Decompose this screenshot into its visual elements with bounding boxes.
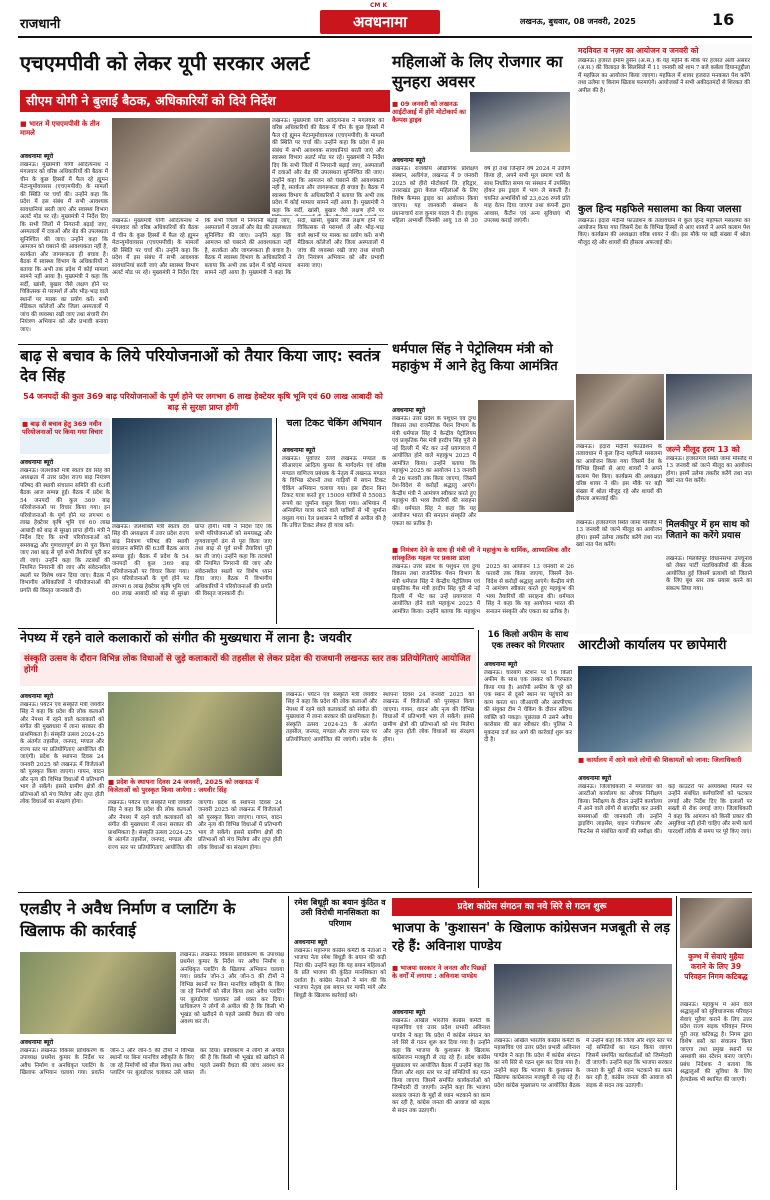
newspaper-logo bbox=[320, 10, 440, 34]
story1-body bbox=[20, 152, 108, 340]
story3-byline: अवधनामा ब्यूरो bbox=[20, 459, 54, 466]
right4-body-left: लखनऊ। हजरतगंज स्थित जामा मस्जिद में 13 जनवरी को जल्ने मीलूद का आयोजन होगा। इसमें उलेमा तकरीर करेंगे तथा नात ख्वां नात पेश करेंगे। bbox=[576, 520, 662, 549]
divider-story7 bbox=[478, 630, 479, 888]
story11-body bbox=[392, 1008, 490, 1190]
story3-body bbox=[20, 458, 110, 624]
story6-byline: अवधनामा ब्यूरो bbox=[20, 693, 54, 700]
story5-body-cols: लखनऊ। उत्तर प्रदेश के पशुधन एवं दुग्ध विकास तथा राजनैतिक पेंशन विभाग के मंत्री धर्मपाल सिंह ने केन्द्रीय पेट्रोलियम एवं प्राकृतिक गैस मंत्री हरदीप सिंह पुरी से नई दिल्ली में भेंट कर उन्हें प्रयागराज में आयोजित होने वाले महाकुंभ 2025 में आमंत्रित किया। उन्होंने बताया कि महाकुंभ 2025 का आयोजन 13 जनवरी से 26 फरवरी तक किया जाएगा, जिसमें देश-विदेश से करोड़ों श्रद्धालु आएंगे। केन्द्रीय मंत्री ने आमंत्रण स्वीकार करते हुए महाकुंभ की भव्य तैयारियों की सराहना की। धर्मपाल सिंह ने कहा कि यह आयोजन भारत की सनातन संस्कृति और एकता का प्रतीक है। bbox=[392, 564, 574, 615]
masthead-rule bbox=[18, 36, 752, 38]
story9-byline: अवधनामा ब्यूरो bbox=[20, 1039, 54, 1046]
section-name: राजधानी bbox=[20, 17, 61, 32]
story2-body bbox=[392, 156, 570, 336]
story1-headline: एचएमपीवी को लेकर यूपी सरकार अलर्ट bbox=[20, 51, 310, 75]
kumbh-photo bbox=[680, 898, 752, 948]
right2-body: लखनऊ। इदारा मदीनी फाउंडेशन के तत्वावधान में कुल हिन्द महफिले मसालमा का आयोजन किया गया जिसमें देश के विभिन्न हिस्सों से आए शायरों ने अपने कलाम पेश किए। कार्यक्रम की अध्यक्षता वरिष्ठ शायर ने की। इस मौके पर बड़ी संख्या में श्रोता मौजूद रहे और शायरों की हौसला अफजाई की। bbox=[578, 217, 750, 246]
story9-body-side: लखनऊ। लखनऊ विकास प्राधिकरण के उपाध्यक्ष प्रथमेश कुमार के निर्देश पर अवैध निर्माण व अनधिकृत प्लाटिंग के खिलाफ अभियान चलाया गया। प्रवर्तन जोन-3 और जोन-5 की टीमों ने विभिन्न स्थानों पर बिना मानचित्र स्वीकृति के किए जा रहे निर्माणों को सील किया तथा अवैध प्लाटिंग पर बुलडोजर चलाकर उसे ध्वस्त कर दिया। प्राधिकरण ने लोगों से अपील की है कि किसी भी भूखंड को खरीदने से पहले उसकी वैधता की जांच अवश्य कर लें। bbox=[180, 952, 284, 1026]
divider-1 bbox=[18, 344, 388, 345]
story6-body bbox=[20, 692, 104, 890]
story6-photo-caption: ■ प्रदेश के स्थापना दिवस 24 जनवरी, 2025 को लखनऊ में विजेताओं को पुरस्कृत किया जायेगा : जयवीर सिंह bbox=[108, 778, 282, 794]
divider-story10 bbox=[288, 896, 289, 1190]
page-number: 16 bbox=[712, 10, 735, 29]
lda-bulldozer-photo bbox=[20, 952, 176, 1034]
right5-headline: कुम्भ में सेवाएं मुहैया कराने के लिए 39 परिवहन निगम कटिबद्ध bbox=[684, 952, 748, 981]
story10-byline: अवधनामा ब्यूरो bbox=[294, 939, 328, 946]
right3-body-left: लखनऊ। इदारा मदीनी फाउंडेशन के तत्वावधान में कुल हिन्द महफिले मसालमा का आयोजन किया गया जिसमें देश के विभिन्न हिस्सों से आए शायरों ने अपने कलाम पेश किए। कार्यक्रम की अध्यक्षता वरिष्ठ शायर ने की। इस मौके पर बड़ी संख्या में श्रोता मौजूद रहे और शायरों की हौसला अफजाई की। bbox=[576, 444, 662, 503]
cmyk-mark: CM K bbox=[370, 2, 388, 9]
right5-body: लखनऊ। महाकुंभ में आने वाले श्रद्धालुओं को सुविधाजनक परिवहन सेवाएं मुहैया कराने के लिए उत्तर प्रदेश राज्य सड़क परिवहन निगम पूरी तरह कटिबद्ध है। निगम द्वारा विशेष बसों का संचालन किया जाएगा तथा प्रमुख स्थानों पर अस्थायी बस स्टेशन बनाए जाएंगे। प्रबंध निदेशक ने बताया कि श्रद्धालुओं की सुविधा के लिए हेल्पडेस्क भी स्थापित की जाएगी। bbox=[680, 1002, 752, 1083]
story1-body-col1: लखनऊ। मुख्यमंत्री योगी आदित्यनाथ ने मंगलवार को वरिष्ठ अधिकारियों की बैठक में चीन के कुछ हिस्सों में फैल रहे ह्यूमन मेटान्यूमोवायरस (एचएमपीवी) के मामलों की स्थिति पर चर्चा की। उन्होंने कहा कि प्रदेश में इस संबंध में सभी आवश्यक सावधानियां बरती जाएं और स्वास्थ्य विभाग अलर्ट मोड पर रहे। मुख्यमंत्री ने निर्देश दिए कि सभी जिलों में निगरानी बढ़ाई जाए, अस्पतालों में दवाओं और बेड की उपलब्धता सुनिश्चित की जाए। उन्होंने कहा कि आमजन को घबराने की आवश्यकता नहीं है, सतर्कता और जागरूकता ही बचाव है। बैठक में स्वास्थ्य विभाग के अधिकारियों ने बताया कि अभी तक प्रदेश में कोई मामला सामने नहीं आया है। मुख्यमंत्री ने कहा कि सर्दी, खांसी, बुखार जैसे लक्षण होने पर चिकित्सक से परामर्श लें और भीड़-भाड़ वाले स्थानों पर मास्क का प्रयोग करें। सभी मेडिकल कॉलेजों और जिला अस्पतालों में जांच की व्यवस्था रखी जाए तथा संचारी रोग नियंत्रण अभियान को और प्रभावी बनाया जाए। bbox=[20, 162, 108, 333]
story4-body bbox=[282, 446, 386, 624]
dharmpal-puri-photo bbox=[478, 400, 574, 512]
story1-subhead: सीएम योगी ने बुलाई बैठक, अधिकारियों को दिये निर्देश bbox=[20, 90, 390, 112]
story8-byline: अवधनामा ब्यूरो bbox=[578, 775, 612, 782]
story1-byline: अवधनामा ब्यूरो bbox=[20, 153, 54, 160]
story6-banner bbox=[20, 652, 476, 686]
right-photo-mosque bbox=[576, 374, 664, 440]
story11-banner: प्रदेश कांग्रेस संगठन का नये सिरे से गठन शुरू bbox=[392, 898, 672, 916]
flood-meeting-photo bbox=[112, 418, 272, 522]
story1-sidebar-caption: ■ भारत में एचएमपीवी के तीन मामले bbox=[20, 120, 110, 138]
story7-headline: 16 किलो अफीम के साथ एक तस्कर को गिरफ्तार bbox=[487, 630, 569, 652]
right4-headline: मिलकीपुर में हम साथ को जिताने का करेंगे प्रयास bbox=[666, 520, 750, 541]
story6-body-cols: लखनऊ। पर्यटन एवं संस्कृति मंत्री जयवीर सिंह ने कहा कि प्रदेश की लोक कलाओं और नेपथ्य में रहने वाले कलाकारों को संगीत की मुख्यधारा में लाना सरकार की प्राथमिकता है। संस्कृति उत्सव 2024-25 के अंतर्गत तहसील, जनपद, मण्डल और राज्य स्तर पर प्रतियोगिताएं आयोजित की जाएंगी। प्रदेश के स्थापना दिवस 24 जनवरी 2025 को लखनऊ में विजेताओं को पुरस्कृत किया जाएगा। गायन, वादन और नृत्य की विभिन्न विधाओं में प्रतिभागी भाग ले सकेंगे। इससे ग्रामीण क्षेत्रों की प्रतिभाओं को मंच मिलेगा और लुप्त होती लोक विधाओं का संरक्षण होगा। bbox=[108, 800, 282, 851]
story5-body bbox=[392, 406, 476, 544]
story1-body-cols: लखनऊ। मुख्यमंत्री योगी आदित्यनाथ ने मंगलवार को वरिष्ठ अधिकारियों की बैठक में चीन के कुछ हिस्सों में फैल रहे ह्यूमन मेटान्यूमोवायरस (एचएमपीवी) के मामलों की स्थिति पर चर्चा की। उन्होंने कहा कि प्रदेश में इस संबंध में सभी आवश्यक सावधानियां बरती जाएं और स्वास्थ्य विभाग अलर्ट मोड पर रहे। मुख्यमंत्री ने निर्देश दिए कि सभी जिलों में निगरानी बढ़ाई जाए, अस्पतालों में दवाओं और बेड की उपलब्धता सुनिश्चित की जाए। उन्होंने कहा कि आमजन को घबराने की आवश्यकता नहीं है, सतर्कता और जागरूकता ही बचाव है। बैठक में स्वास्थ्य विभाग के अधिकारियों ने बताया कि अभी तक प्रदेश में कोई मामला सामने नहीं आया है। मुख्यमंत्री ने कहा कि सर्दी, खांसी, बुखार जैसे लक्षण होने पर चिकित्सक से परामर्श लें और भीड़-भाड़ वाले स्थानों पर मास्क का प्रयोग करें। सभी मेडिकल कॉलेजों और जिला अस्पतालों में जांच की व्यवस्था रखी जाए तथा संचारी रोग नियंत्रण अभियान को और प्रभावी बनाया जाए। bbox=[112, 218, 384, 277]
story2-body-text: लखनऊ। राजकीय औद्योगिक प्रशिक्षण संस्थान, अलीगंज, लखनऊ में 9 जनवरी 2025 को हीरो मोटोकार्प लि. हरिद्वार, उत्तराखंड द्वारा केवल महिलाओं के लिए विशेष कैम्पस ड्राइव का आयोजन किया जाएगा। यह जानकारी संस्थान के प्रधानाचार्य राज कुमार यादव ने दी। इच्छुक महिला अभ्यर्थी जिनकी आयु 18 से 30 वर्ष हो तथा जिन्होंने वर्ष 2024 में उत्तीर्ण किया हो, अपने सभी मूल प्रमाण पत्रों के साथ निर्धारित समय पर संस्थान में उपस्थित होकर इस ड्राइव में भाग ले सकती हैं। चयनित अभ्यर्थियों को 23,626 रुपये प्रति माह वेतन दिया जाएगा तथा कंपनी द्वारा आवास, कैंटीन एवं अन्य सुविधाएं भी उपलब्ध कराई जाएंगी। bbox=[392, 166, 570, 225]
story4-byline: अवधनामा ब्यूरो bbox=[282, 447, 316, 454]
story3-body-cols: लखनऊ। जलशक्ति मंत्री स्वतंत्र देव सिंह की अध्यक्षता में उत्तर प्रदेश राज्य बाढ़ नियंत्रण परिषद की स्थायी संचालन समिति की 63वीं बैठक आज सम्पन्न हुई। बैठक में प्रदेश के 54 जनपदों की कुल 369 बाढ़ परियोजनाओं पर विचार किया गया। इन परियोजनाओं के पूर्ण होने पर लगभग 6 लाख हेक्टेयर कृषि भूमि एवं 60 लाख आबादी को बाढ़ से सुरक्षा प्राप्त होगी। मंत्री ने निर्देश दिए कि सभी परियोजनाओं को समयबद्ध और गुणवत्तापूर्ण ढंग से पूरा किया जाए तथा बाढ़ से पूर्व सभी तैयारियां पूरी कर ली जाएं। उन्होंने कहा कि तटबंधों की नियमित निगरानी की जाए और संवेदनशील स्थलों पर विशेष ध्यान दिया जाए। बैठक में विभागीय अधिकारियों ने परियोजनाओं की प्रगति की विस्तृत जानकारी दी। bbox=[112, 524, 272, 598]
right3-body: लखनऊ। हजरतगंज स्थित जामा मस्जिद में 13 जनवरी को जल्ने मीलूद का आयोजन होगा। इसमें उलेमा तकरीर करेंगे तथा नात ख्वां नात पेश करेंगे। bbox=[666, 456, 752, 485]
story10-headline: रमेश बिधूड़ी का बयान कुंठित व उसी विरोधी मानसिकता का परिणाम bbox=[294, 898, 386, 928]
story9-body-text: लखनऊ। लखनऊ विकास प्राधिकरण के उपाध्यक्ष प्रथमेश कुमार के निर्देश पर अवैध निर्माण व अनधिकृत प्लाटिंग के खिलाफ अभियान चलाया गया। प्रवर्तन जोन-3 और जोन-5 की टीमों ने विभिन्न स्थानों पर बिना मानचित्र स्वीकृति के किए जा रहे निर्माणों को सील किया तथा अवैध प्लाटिंग पर बुलडोजर चलाकर उसे ध्वस्त कर दिया। प्राधिकरण ने लोगों से अपील की है कि किसी भी भूखंड को खरीदने से पहले उसकी वैधता की जांच अवश्य कर लें। bbox=[20, 1048, 284, 1077]
yogi-meeting-photo bbox=[112, 118, 270, 214]
story5-headline: धर्मपाल सिंह ने पेट्रोलियम मंत्री को महाकुंभ में आने हेतु किया आमंत्रित bbox=[392, 342, 558, 374]
story3-body-col1: लखनऊ। जलशक्ति मंत्री स्वतंत्र देव सिंह की अध्यक्षता में उत्तर प्रदेश राज्य बाढ़ नियंत्रण परिषद की स्थायी संचालन समिति की 63वीं बैठक आज सम्पन्न हुई। बैठक में प्रदेश के 54 जनपदों की कुल 369 बाढ़ परियोजनाओं पर विचार किया गया। इन परियोजनाओं के पूर्ण होने पर लगभग 6 लाख हेक्टेयर कृषि भूमि एवं 60 लाख आबादी को बाढ़ से सुरक्षा प्राप्त होगी। मंत्री ने निर्देश दिए कि सभी परियोजनाओं को समयबद्ध और गुणवत्तापूर्ण ढंग से पूरा किया जाए तथा बाढ़ से पूर्व सभी तैयारियां पूरी कर ली जाएं। उन्होंने कहा कि तटबंधों की नियमित निगरानी की जाए और संवेदनशील स्थलों पर विशेष ध्यान दिया जाए। बैठक में विभागीय अधिकारियों ने परियोजनाओं की प्रगति की विस्तृत जानकारी दी। bbox=[20, 468, 110, 594]
story8-body-text: लखनऊ। जिलाधिकारी ने मंगलवार को आरटीओ कार्यालय का औचक निरीक्षण किया। निरीक्षण के दौरान उन्होंने कार्यालय में आने वाले लोगों से बातचीत कर उनकी समस्याओं की जानकारी ली। उन्होंने ड्राइविंग लाइसेंस, वाहन पंजीकरण और फिटनेस से संबंधित कार्यों की समीक्षा की। कई काउंटरों पर अव्यवस्था मिलने पर उन्होंने संबंधित कर्मचारियों को फटकार लगाई और निर्देश दिए कि दलालों पर सख्ती से रोक लगाई जाए। जिलाधिकारी ने कहा कि आमजन को किसी प्रकार की असुविधा नहीं होनी चाहिए और सभी कार्य पारदर्शी तरीके से समय पर पूरे किए जाएं। bbox=[578, 784, 752, 835]
story11-headline: भाजपा के 'कुशासन' के खिलाफ कांग्रेसजन मजबूती से लड़ रहे हैं: अविनाश पाण्डेय bbox=[392, 921, 670, 954]
story3-sidebar-caption: ■ बाढ़ से बचाव हेतु 369 नवीन परियोजनाओं पर किया गया विचार bbox=[20, 418, 110, 438]
story11-sidebar-box bbox=[392, 964, 490, 1004]
story5-photo-caption: ■ निमंत्रण देने के साथ ही मंत्री जी ने महाकुंभ के धार्मिक, आध्यात्मिक और सांस्कृतिक महत्व पर प्रकाश डाला bbox=[392, 546, 574, 562]
story3-deck: 54 जनपदों की कुल 369 बाढ़ परियोजनाओं के पूर्ण होने पर लगभग 6 लाख हेक्टेयर कृषि भूमि एवं 60 लाख आबादी को बाढ़ से सुरक्षा प्राप्त होगी bbox=[23, 392, 383, 412]
right4-body: लखनऊ। मिलकीपुर विधानसभा उपचुनाव को लेकर पार्टी पदाधिकारियों की बैठक आयोजित हुई जिसमें प्रत्याशी को जिताने के लिए बूथ स्तर तक प्रयास करने का संकल्प लिया गया। bbox=[666, 556, 752, 592]
story3-sidebar-box bbox=[20, 418, 110, 454]
story6-banner-text: संस्कृति उत्सव के दौरान विभिन्न लोक विधाओं से जुड़े कलाकारों की तहसील से लेकर प्रदेश की राजधानी लखनऊ स्तर तक प्रतियोगिताएं आयोजित होगी bbox=[24, 654, 471, 676]
story7-byline: अवधनामा ब्यूरो bbox=[484, 661, 518, 668]
story8-sidebar-caption: ■ कार्यालय में आने वाले लोगों की शिकायतों को जाना: जिलाधिकारी bbox=[578, 756, 752, 764]
story8-headline: आरटीओ कार्यालय पर छापेमारी bbox=[578, 638, 727, 653]
divider-2 bbox=[18, 628, 474, 629]
story3-headline: बाढ़ से बचाव के लिये परियोजनाओं को तैयार किया जाए: स्वतंत्र देव सिंह bbox=[20, 347, 381, 386]
story11-body-cols: लखनऊ। अखिल भारतीय कांग्रेस कमेटी के महासचिव एवं उत्तर प्रदेश प्रभारी अविनाश पाण्डेय ने कहा कि प्रदेश में कांग्रेस संगठन का नये सिरे से गठन शुरू कर दिया गया है। उन्होंने कहा कि भाजपा के कुशासन के खिलाफ कांग्रेसजन मजबूती से लड़ रहे हैं। प्रदेश कांग्रेस मुख्यालय पर आयोजित बैठक में उन्होंने कहा कि जिला और शहर स्तर पर नई समितियों का गठन किया जाएगा जिसमें समर्पित कार्यकर्ताओं को जिम्मेदारी दी जाएगी। उन्होंने कहा कि भाजपा सरकार जनता के मुद्दों से ध्यान भटकाने का काम कर रही है, कांग्रेस जनता की आवाज को सड़क से सदन तक उठाएगी। bbox=[494, 1038, 672, 1089]
right1-body: लखनऊ। हजरत इमाम हुसैन (अ.स.) के यह महीने के मौके पर हजरत अली असग़र (अ.स.) की विलादत के सिलसिले में 11 जनवरी को शाम 7 बजे कर्बला दियानतुद्दौला में महफ़िल का आयोजन किया जाएगा। महफ़िल में शायर हजरात मनकबत पेश करेंगे तथा उलेमा ए किराम खिताब फरमाएंगे। आयोजकों ने सभी अकीदतमंदों से शिरकत की अपील की है। bbox=[578, 58, 750, 94]
right-photo-meeting bbox=[666, 374, 752, 440]
story2-photo-caption: ■ 09 जनवरी को लखनऊ आईटीआई में होंगे मोटोकार्प का कैम्पस ड्राइव bbox=[392, 100, 468, 124]
story8-body bbox=[578, 774, 752, 888]
story11-byline: अवधनामा ब्यूरो bbox=[392, 1009, 426, 1016]
story4-body-text: लखनऊ। पूर्वोत्तर रेलवे लखनऊ मण्डल के सीआरएम आदित्य कुमार के मार्गदर्शन एवं वरिष्ठ मण्डल वाणिज्य प्रबंधक के नेतृत्व में लखनऊ मण्डल के विभिन्न स्टेशनों तथा गाड़ियों में सघन टिकट चेकिंग अभियान चलाया गया। इस दौरान बिना टिकट यात्रा करते हुए 15009 यात्रियों से 55083 रूपये का जुर्माना वसूल किया गया। अभियान में अनियमित यात्रा करने वाले यात्रियों से भी जुर्माना वसूला गया। रेल प्रशासन ने यात्रियों से अपील की है कि उचित टिकट लेकर ही यात्रा करें। bbox=[282, 456, 386, 530]
story5-byline: अवधनामा ब्यूरो bbox=[392, 407, 426, 414]
story5-body-text: लखनऊ। उत्तर प्रदेश के पशुधन एवं दुग्ध विकास तथा राजनैतिक पेंशन विभाग के मंत्री धर्मपाल सिंह ने केन्द्रीय पेट्रोलियम एवं प्राकृतिक गैस मंत्री हरदीप सिंह पुरी से नई दिल्ली में भेंट कर उन्हें प्रयागराज में आयोजित होने वाले महाकुंभ 2025 में आमंत्रित किया। उन्होंने बताया कि महाकुंभ 2025 का आयोजन 13 जनवरी से 26 फरवरी तक किया जाएगा, जिसमें देश-विदेश से करोड़ों श्रद्धालु आएंगे। केन्द्रीय मंत्री ने आमंत्रण स्वीकार करते हुए महाकुंभ की भव्य तैयारियों की सराहना की। धर्मपाल सिंह ने कहा कि यह आयोजन भारत की सनातन संस्कृति और एकता का प्रतीक है। bbox=[392, 416, 476, 527]
women-job-photo bbox=[470, 92, 570, 152]
story9-body bbox=[20, 1038, 284, 1190]
story7-body-text: लखनऊ। चारबाग स्टेशन पर 16 किलो अफीम के साथ एक तस्कर को गिरफ्तार किया गया है। आरोपी अफीम के चूरे को एक स्थान से दूसरे स्थान पर पहुंचाने का काम करता था। जीआरपी और आरपीएफ की संयुक्त टीम ने चेकिंग के दौरान संदिग्ध व्यक्ति को पकड़ा। पूछताछ में उसने अवैध कारोबार की बात स्वीकार की। पुलिस ने मुकदमा दर्ज कर आगे की कार्रवाई शुरू कर दी है। bbox=[484, 670, 572, 744]
story4-headline: चला टिकट चेकिंग अभियान bbox=[286, 418, 382, 429]
story11-body-col1: लखनऊ। अखिल भारतीय कांग्रेस कमेटी के महासचिव एवं उत्तर प्रदेश प्रभारी अविनाश पाण्डेय ने कहा कि प्रदेश में कांग्रेस संगठन का नये सिरे से गठन शुरू कर दिया गया है। उन्होंने कहा कि भाजपा के कुशासन के खिलाफ कांग्रेसजन मजबूती से लड़ रहे हैं। प्रदेश कांग्रेस मुख्यालय पर आयोजित बैठक में उन्होंने कहा कि जिला और शहर स्तर पर नई समितियों का गठन किया जाएगा जिसमें समर्पित कार्यकर्ताओं को जिम्मेदारी दी जाएगी। उन्होंने कहा कि भाजपा सरकार जनता के मुद्दों से ध्यान भटकाने का काम कर रही है, कांग्रेस जनता की आवाज को सड़क से सदन तक उठाएगी। bbox=[392, 1018, 490, 1114]
right1-headline: मदविवत व नज़र का आयोजन व जनवरी को bbox=[578, 46, 699, 55]
story11-sidebar-caption: ■ भाजपा सरकार ने जनता और पिछड़ों के वर्गों में लगाया : अविनाश पाण्डेय bbox=[392, 964, 490, 980]
rto-photo bbox=[578, 666, 752, 752]
story9-headline: एलडीए ने अवैध निर्माण व प्लाटिंग के खिलाफ की कार्रवाई bbox=[20, 899, 236, 940]
story6-body-col1: लखनऊ। पर्यटन एवं संस्कृति मंत्री जयवीर सिंह ने कहा कि प्रदेश की लोक कलाओं और नेपथ्य में रहने वाले कलाकारों को संगीत की मुख्यधारा में लाना सरकार की प्राथमिकता है। संस्कृति उत्सव 2024-25 के अंतर्गत तहसील, जनपद, मण्डल और राज्य स्तर पर प्रतियोगिताएं आयोजित की जाएंगी। प्रदेश के स्थापना दिवस 24 जनवरी 2025 को लखनऊ में विजेताओं को पुरस्कृत किया जाएगा। गायन, वादन और नृत्य की विभिन्न विधाओं में प्रतिभागी भाग ले सकेंगे। इससे ग्रामीण क्षेत्रों की प्रतिभाओं को मंच मिलेगा और लुप्त होती लोक विधाओं का संरक्षण होगा। bbox=[20, 702, 104, 806]
story1-body-right: लखनऊ। मुख्यमंत्री योगी आदित्यनाथ ने मंगलवार को वरिष्ठ अधिकारियों की बैठक में चीन के कुछ हिस्सों में फैल रहे ह्यूमन मेटान्यूमोवायरस (एचएमपीवी) के मामलों की स्थिति पर चर्चा की। उन्होंने कहा कि प्रदेश में इस संबंध में सभी आवश्यक सावधानियां बरती जाएं और स्वास्थ्य विभाग अलर्ट मोड पर रहे। मुख्यमंत्री ने निर्देश दिए कि सभी जिलों में निगरानी बढ़ाई जाए, अस्पतालों में दवाओं और बेड की उपलब्धता सुनिश्चित की जाए। उन्होंने कहा कि आमजन को घबराने की आवश्यकता नहीं है, सतर्कता और जागरूकता ही बचाव है। बैठक में स्वास्थ्य विभाग के अधिकारियों ने बताया कि अभी तक प्रदेश में कोई मामला सामने नहीं आया है। मुख्यमंत्री ने कहा कि सर्दी, खांसी, बुखार जैसे लक्षण होने पर bbox=[272, 118, 384, 214]
dateline: लखनऊ, बुधवार, 08 जनवरी, 2025 bbox=[520, 17, 636, 26]
story2-byline: अवधनामा ब्यूरो bbox=[392, 157, 426, 164]
right3-headline: जल्ने मीलूद हरम 13 को bbox=[666, 445, 740, 454]
story6-headline: नेपथ्य में रहने वाले कलाकारों को संगीत की मुख्यधारा में लाना है: जयवीर bbox=[20, 630, 352, 645]
divider-right5 bbox=[676, 896, 677, 1190]
jaiveer-photo bbox=[108, 692, 282, 776]
story2-headline: महिलाओं के लिए रोजगार का सुनहरा अवसर bbox=[392, 52, 563, 91]
logo-text: अवधनामा bbox=[352, 13, 408, 31]
story6-body-right: लखनऊ। पर्यटन एवं संस्कृति मंत्री जयवीर सिंह ने कहा कि प्रदेश की लोक कलाओं और नेपथ्य में रहने वाले कलाकारों को संगीत की मुख्यधारा में लाना सरकार की प्राथमिकता है। संस्कृति उत्सव 2024-25 के अंतर्गत तहसील, जनपद, मण्डल और राज्य स्तर पर प्रतियोगिताएं आयोजित की जाएंगी। प्रदेश के स्थापना दिवस 24 जनवरी 2025 को लखनऊ में विजेताओं को पुरस्कृत किया जाएगा। गायन, वादन और नृत्य की विभिन्न विधाओं में प्रतिभागी भाग ले सकेंगे। इससे ग्रामीण क्षेत्रों की प्रतिभाओं को मंच मिलेगा और लुप्त होती लोक विधाओं का संरक्षण होगा। bbox=[286, 692, 474, 743]
divider-story4 bbox=[276, 418, 277, 624]
story10-body bbox=[294, 938, 386, 1190]
divider-3 bbox=[18, 892, 752, 893]
right2-headline: कुल हिन्द महफिले मसालमा का किया जलसा bbox=[578, 204, 742, 215]
congress-meeting-photo bbox=[494, 964, 672, 1034]
story10-body-text: लखनऊ। महानगर कांग्रेस कमेटी के नेताओं ने भाजपा नेता रमेश बिधूड़ी के बयान की कड़ी निंदा की। उन्होंने कहा कि यह बयान महिलाओं के प्रति भाजपा की कुंठित मानसिकता को दर्शाता है। कांग्रेस नेताओं ने मांग की कि भाजपा नेतृत्व इस बयान पर माफी मांगे और बिधूड़ी के खिलाफ कार्रवाई करे। bbox=[294, 948, 386, 999]
story7-body bbox=[484, 660, 572, 888]
